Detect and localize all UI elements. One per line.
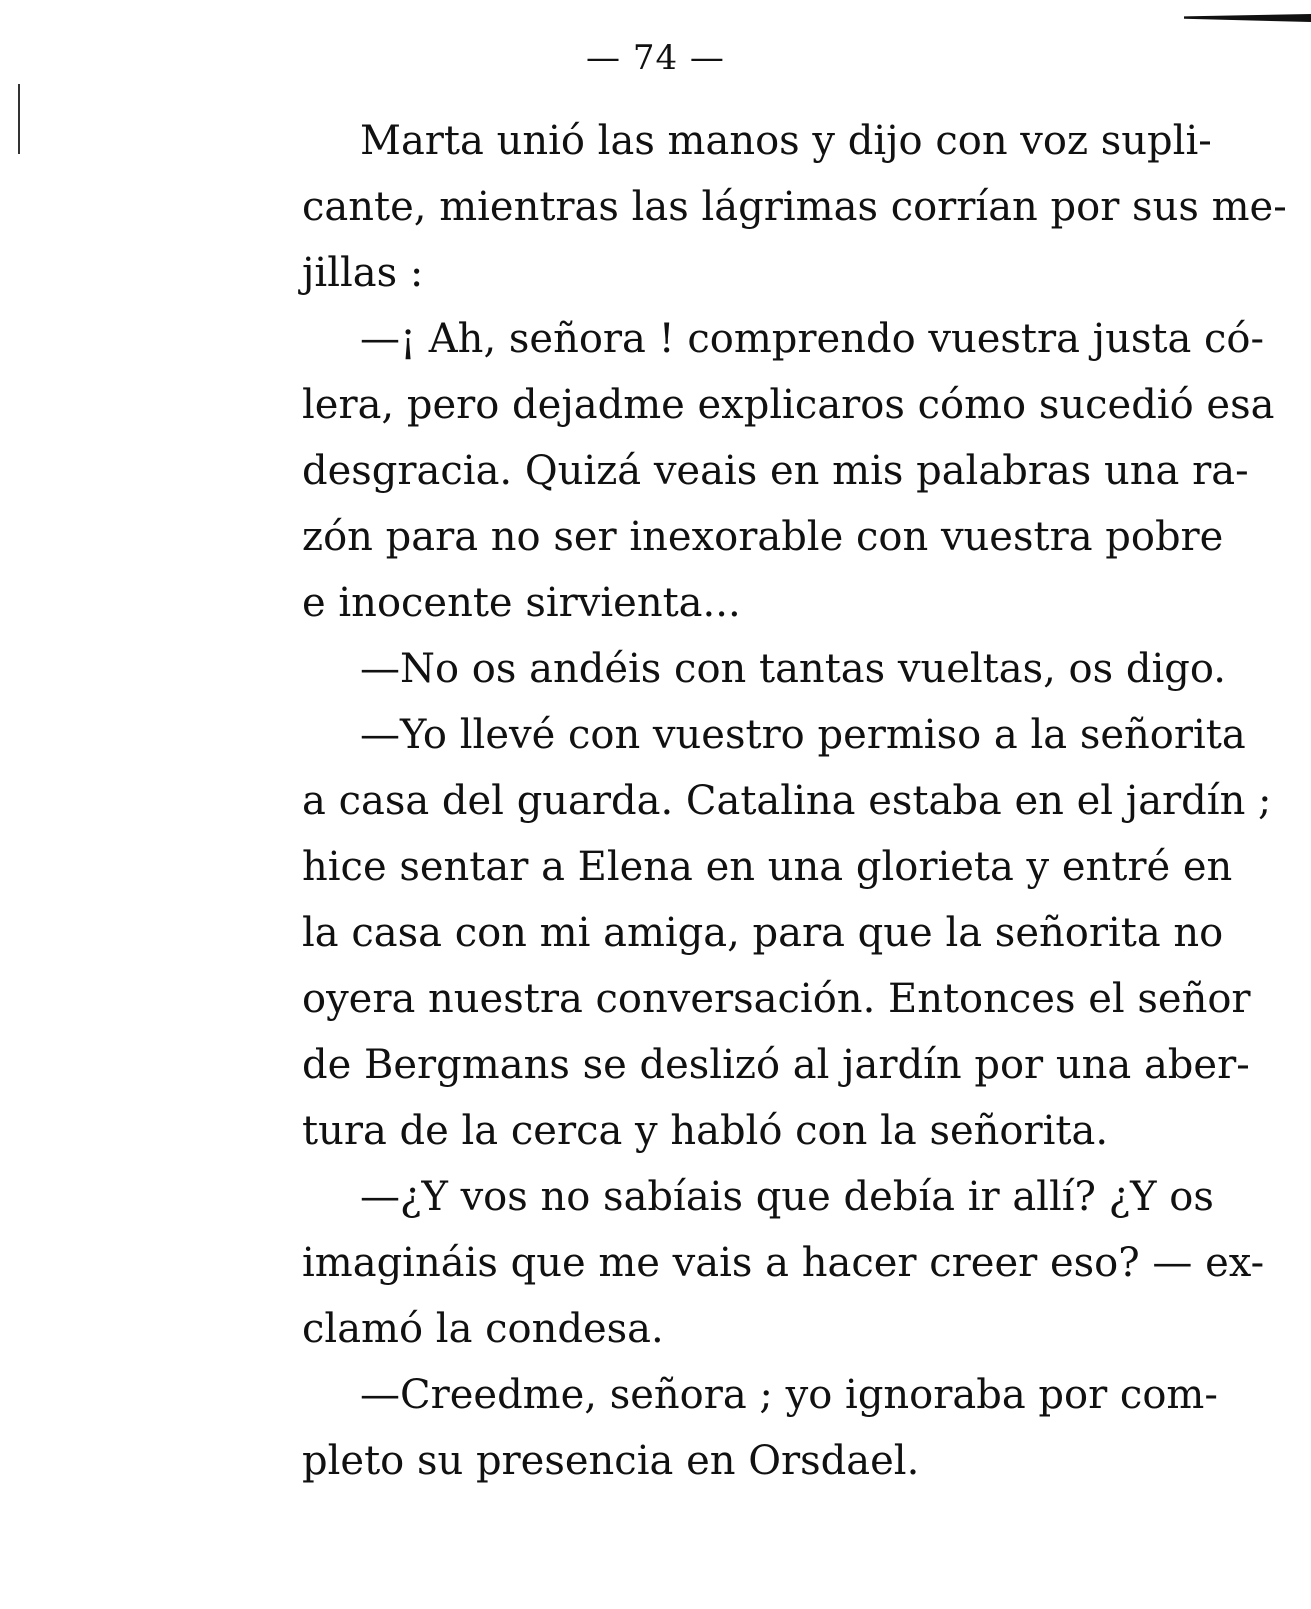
text-line: de Bergmans se deslizó al jardín por una aber- <box>302 1042 1250 1088</box>
text-line: a casa del guarda. Catalina estaba en el jardín ; <box>302 778 1272 824</box>
text-line: clamó la condesa. <box>302 1306 664 1352</box>
text-line: hice sentar a Elena en una glorieta y entré en <box>302 844 1233 890</box>
text-line: jillas : <box>302 250 424 296</box>
text-line: desgracia. Quizá veais en mis palabras una ra- <box>302 448 1249 494</box>
text-line: e inocente sirvienta... <box>302 580 741 626</box>
text-line: cante, mientras las lágrimas corrían por sus me- <box>302 184 1287 230</box>
text-line: lera, pero dejadme explicaros cómo sucedió esa <box>302 382 1275 428</box>
text-line: Marta unió las manos y dijo con voz supli- <box>360 118 1212 164</box>
text-line: la casa con mi amiga, para que la señorita no <box>302 910 1224 956</box>
scan-artifact <box>1184 14 1311 22</box>
text-line: zón para no ser inexorable con vuestra pobre <box>302 514 1224 560</box>
text-line: —¿Y vos no sabíais que debía ir allí? ¿Y os <box>360 1174 1214 1220</box>
text-line: —No os andéis con tantas vueltas, os digo. <box>360 646 1226 692</box>
text-line: tura de la cerca y habló con la señorita. <box>302 1108 1109 1154</box>
scan-edge-mark <box>18 84 20 154</box>
text-line: pleto su presencia en Orsdael. <box>302 1438 920 1484</box>
body-text <box>302 108 1287 1494</box>
text-line: oyera nuestra conversación. Entonces el señor <box>302 976 1251 1022</box>
text-line: —Creedme, señora ; yo ignoraba por com- <box>360 1372 1218 1418</box>
page-number: — 74 — <box>586 38 725 78</box>
text-line: —Yo llevé con vuestro permiso a la señorita <box>360 712 1246 758</box>
text-line: —¡ Ah, señora ! comprendo vuestra justa có- <box>360 316 1265 362</box>
text-line: imagináis que me vais a hacer creer eso? — ex- <box>302 1240 1265 1286</box>
